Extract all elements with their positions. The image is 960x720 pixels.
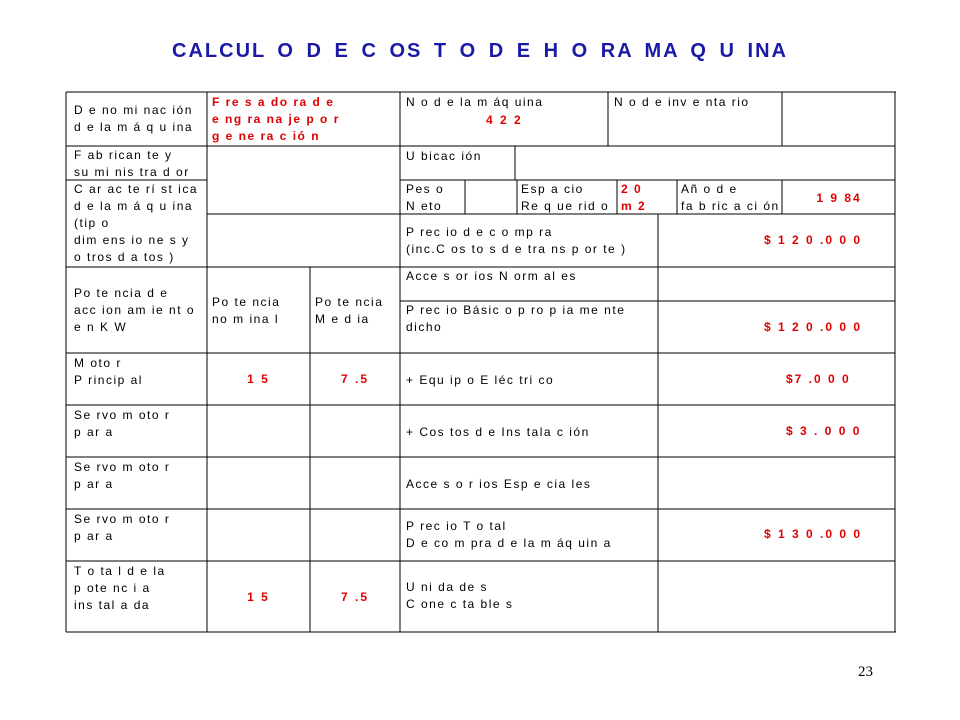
espacio-value: 2 0 m 2 bbox=[621, 182, 647, 213]
accesorios-especiales-label: Acce s o r ios Esp e cia les bbox=[406, 477, 592, 491]
page-title: CALCUL O D E C OS T O D E H O RA MA Q U INA bbox=[172, 40, 788, 62]
precio-basico-value: $ 1 2 0 .0 0 0 bbox=[764, 320, 863, 334]
page-number: 23 bbox=[858, 664, 873, 680]
precio-total-value: $ 1 3 0 .0 0 0 bbox=[764, 527, 863, 541]
servomotor-1-label: Se rvo m oto r p ar a bbox=[74, 408, 171, 439]
motor-nominal: 1 5 bbox=[247, 372, 270, 386]
caracteristica-label: C ar ac te rí st ica d e la m á q u ina (tip o dim ens io ne s y o tros d a tos ) bbox=[74, 182, 199, 264]
costos-instalacion-label: + Cos tos d e Ins tala c ión bbox=[406, 425, 590, 439]
total-media: 7 .5 bbox=[340, 590, 369, 604]
no-inventario-label: N o d e inv e nta rio bbox=[614, 95, 750, 109]
costos-instalacion-value: $ 3 . 0 0 0 bbox=[786, 424, 862, 438]
servomotor-3-label: Se rvo m oto r p ar a bbox=[74, 512, 171, 543]
precio-compra-value: $ 1 2 0 .0 0 0 bbox=[764, 233, 863, 247]
accesorios-normales-label: Acce s or ios N orm al es bbox=[406, 269, 577, 283]
denominacion-label: D e no mi nac ión d e la m á q u ina bbox=[74, 103, 194, 134]
total-nominal: 1 5 bbox=[247, 590, 270, 604]
espacio-label: Esp a cio Re q ue rid o bbox=[521, 182, 610, 213]
no-maquina-label: N o d e la m áq uina bbox=[406, 95, 544, 109]
total-potencia-label: T o ta l d e la p ote nc i a ins tal a da bbox=[74, 564, 166, 612]
potencia-accion-label: Po te ncia d e acc ion am ie nt o e n K W bbox=[74, 286, 196, 334]
motor-media: 7 .5 bbox=[340, 372, 369, 386]
servomotor-2-label: Se rvo m oto r p ar a bbox=[74, 460, 171, 491]
ubicacion-label: U bicac ión bbox=[406, 149, 482, 163]
precio-total-label: P rec io T o tal D e co m pra d e la m áq uin a bbox=[406, 519, 612, 550]
unidades-label: U ni da de s C one c ta ble s bbox=[406, 580, 514, 611]
no-maquina-value: 4 2 2 bbox=[486, 113, 523, 127]
peso-label: Pes o N eto bbox=[406, 182, 445, 213]
fabricante-label: F ab rican te y su mi nis tra d or bbox=[74, 148, 190, 179]
precio-compra-label: P rec io d e c o mp ra (inc.C os to s d e tra ns p or te ) bbox=[406, 225, 627, 256]
equipo-electrico-label: + Equ ip o E léc tri co bbox=[406, 373, 555, 387]
motor-label: M oto r P rincip al bbox=[74, 356, 143, 387]
anio-value: 1 9 84 bbox=[816, 191, 862, 205]
equipo-electrico-value: $7 .0 0 0 bbox=[786, 372, 851, 386]
potencia-media-label: Po te ncia M e d ia bbox=[315, 295, 384, 326]
anio-label: Añ o d e fa b ric a ci ón bbox=[681, 182, 780, 213]
denominacion-value: F re s a do ra d e e ng ra na je p o r g e ne ra c ió n bbox=[212, 95, 340, 143]
potencia-nominal-label: Po te ncia no m ina l bbox=[212, 295, 281, 326]
precio-basico-label: P rec io Básic o p ro p ia me nte dicho bbox=[406, 303, 626, 334]
